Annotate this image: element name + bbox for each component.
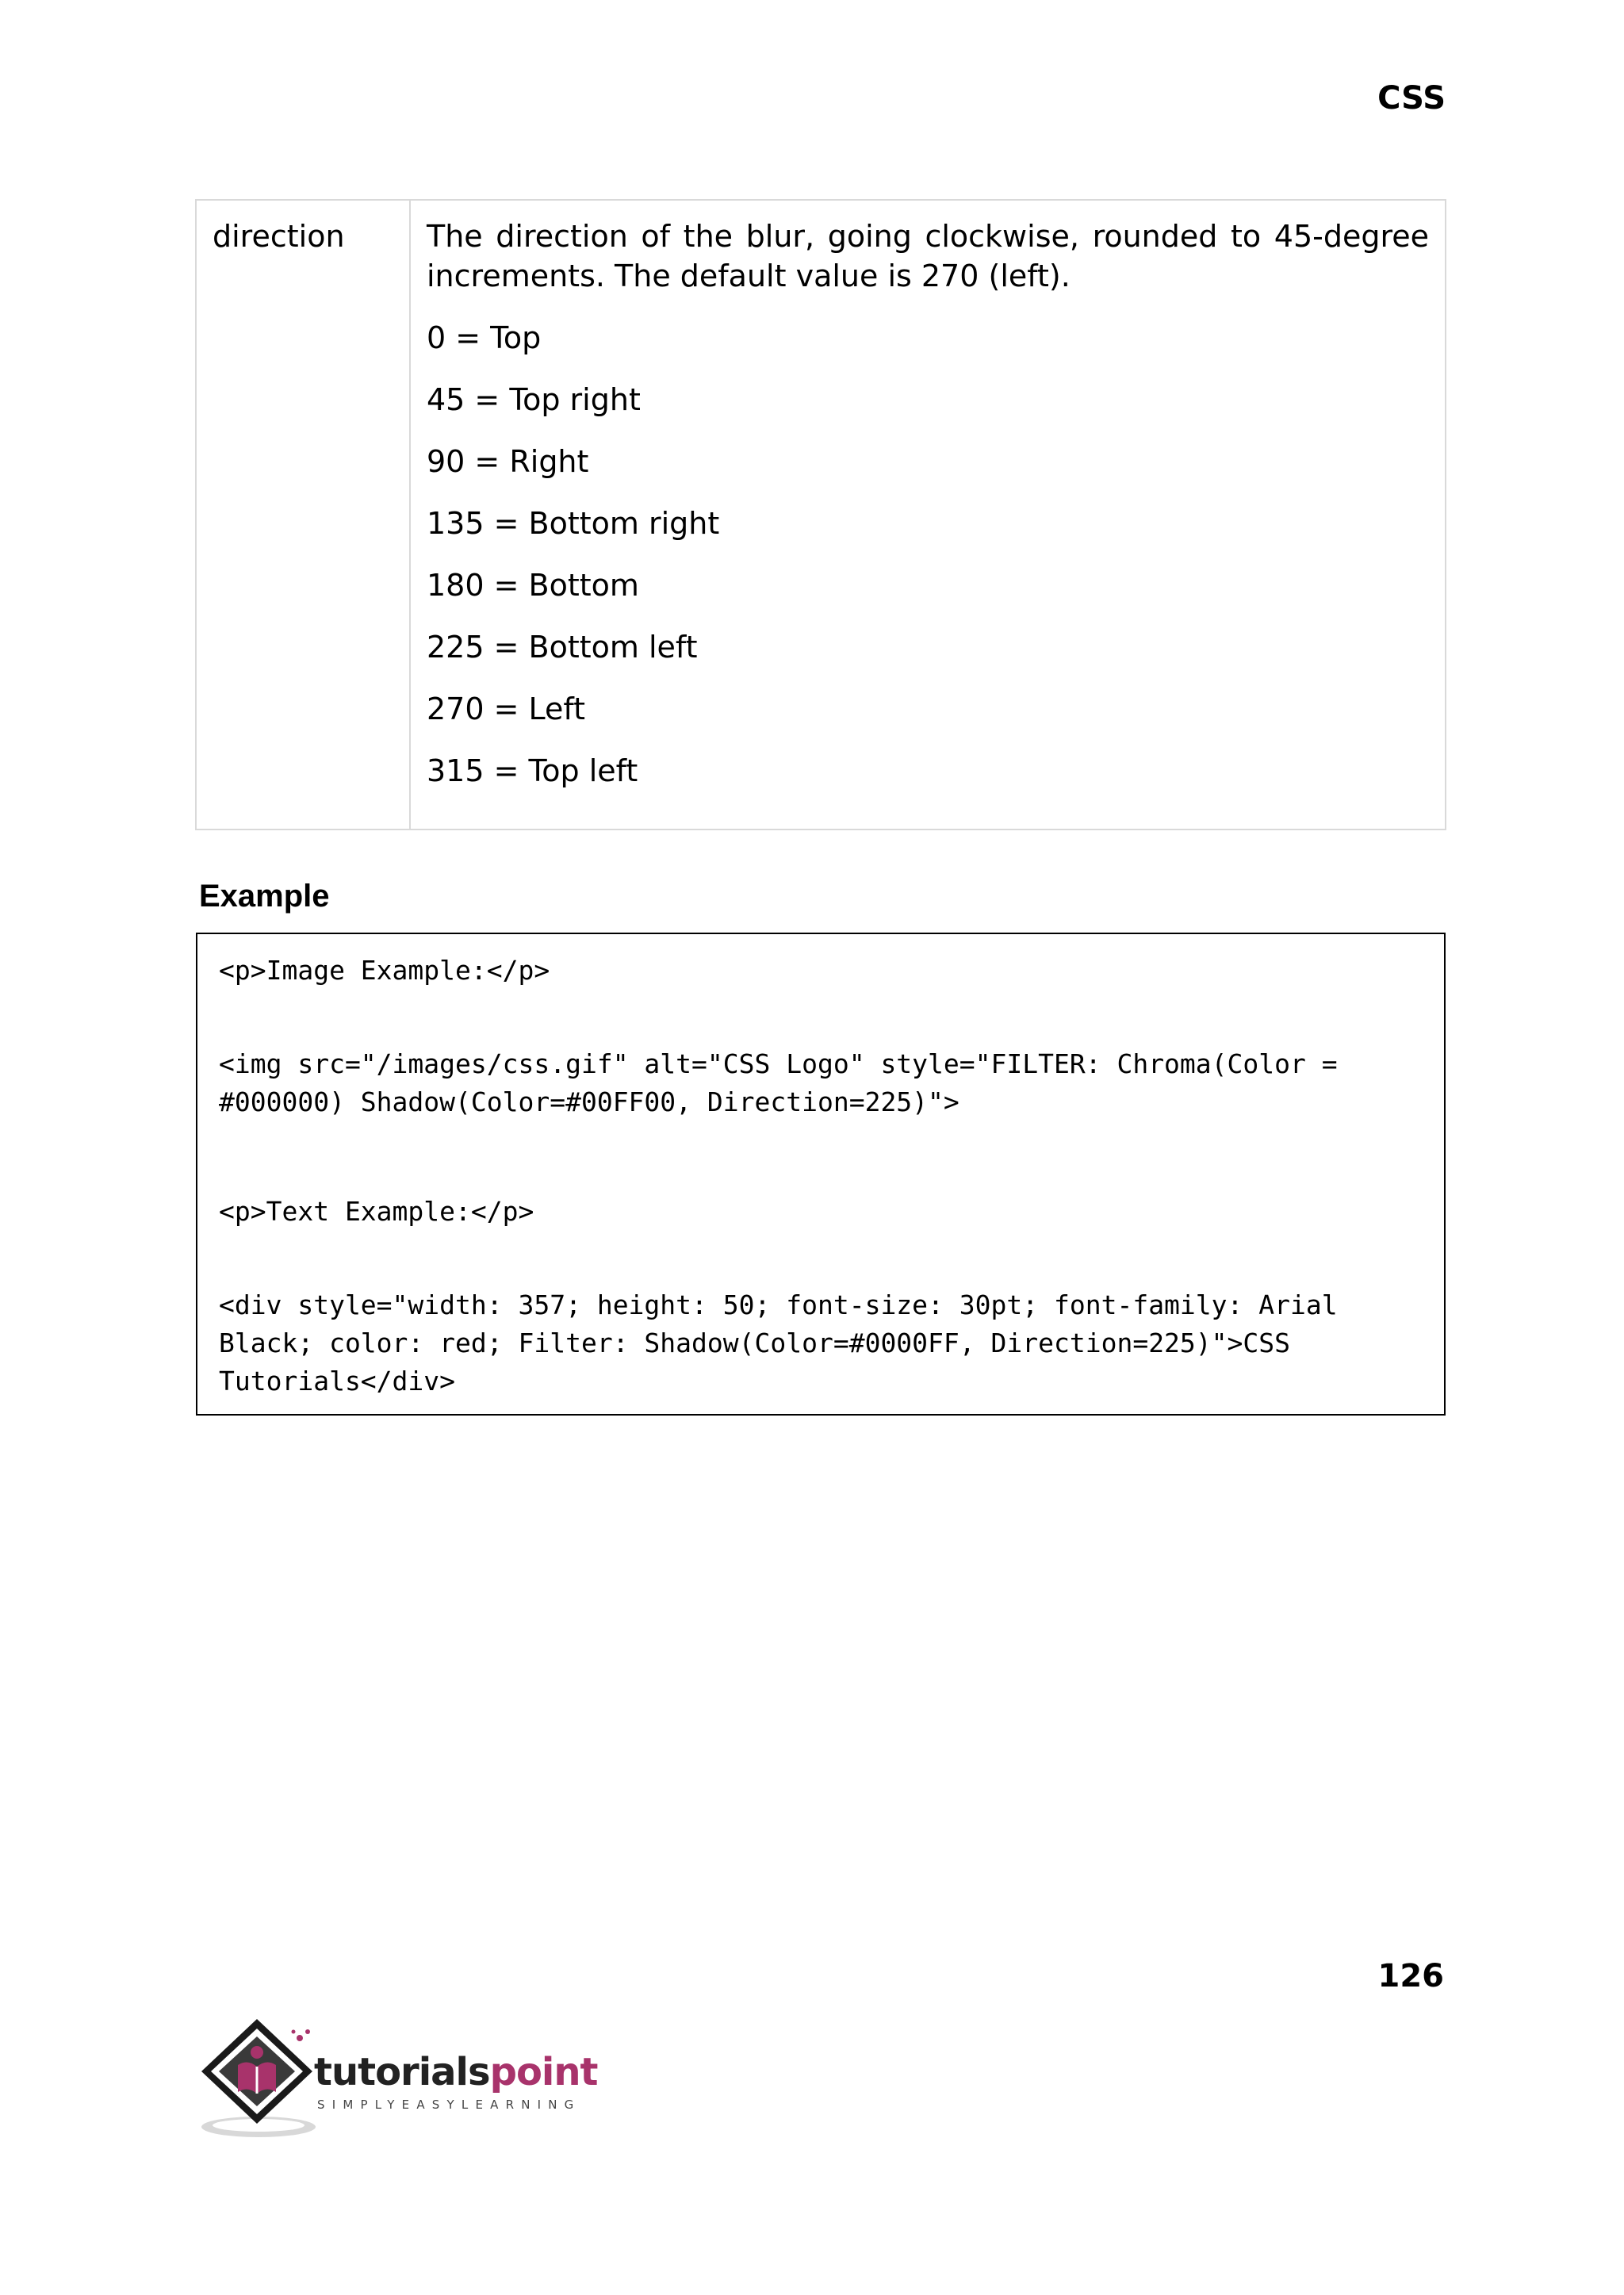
example-heading: Example [199, 879, 330, 914]
code-line: <div style="width: 357; height: 50; font-size: 30pt; font-family: Arial [219, 1289, 1338, 1320]
tutorialspoint-logo [197, 2014, 609, 2141]
parameter-table [195, 199, 1446, 830]
code-example-box [196, 933, 1446, 1416]
code-line: <img src="/images/css.gif" alt="CSS Logo" style="FILTER: Chroma(Color = [219, 1048, 1338, 1079]
page-number: 126 [1377, 1958, 1444, 1994]
direction-value-item: 135 = Bottom right [427, 506, 720, 541]
logo-tagline: SIMPLYEASYLEARNING [317, 2098, 581, 2112]
running-header: CSS [1377, 80, 1446, 117]
parameter-description-cell [410, 200, 1446, 829]
code-line: <p>Text Example:</p> [219, 1196, 534, 1227]
direction-value-item: 180 = Bottom [427, 568, 639, 603]
direction-value-item: 90 = Right [427, 444, 589, 479]
table-row [196, 200, 1446, 829]
direction-value-item: 225 = Bottom left [427, 630, 698, 665]
code-line: Black; color: red; Filter: Shadow(Color=#0000FF, Direction=225)">CSS [219, 1328, 1291, 1358]
description-line: increments. The default value is 270 (left). [427, 259, 1071, 293]
tutorialspoint-logo-icon [197, 2014, 324, 2141]
code-line: Tutorials</div> [219, 1366, 456, 1397]
direction-value-item: 45 = Top right [427, 382, 641, 417]
direction-value-item: 0 = Top [427, 320, 542, 355]
direction-value-item: 315 = Top left [427, 753, 638, 788]
parameter-name-cell: direction [196, 200, 410, 829]
logo-wordmark: tutorialspoint [314, 2050, 598, 2094]
description-line: The direction of the blur, going clockwise, rounded to 45-degree [427, 219, 1429, 254]
direction-value-item: 270 = Left [427, 692, 586, 726]
code-line: #000000) Shadow(Color=#00FF00, Direction=225)"> [219, 1086, 959, 1117]
code-line: <p>Image Example:</p> [219, 955, 550, 986]
